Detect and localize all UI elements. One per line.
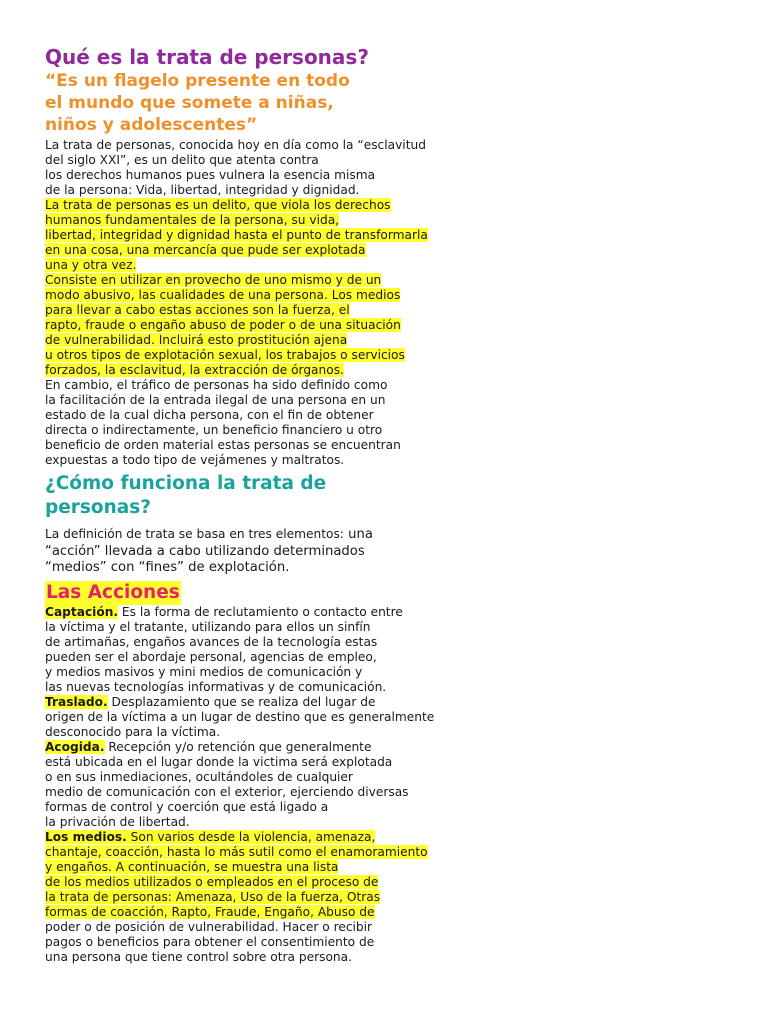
text-line: está ubicada en el lugar donde la victima será explotada — [45, 754, 393, 769]
subtitle-line: el mundo que somete a niñas, — [45, 93, 334, 113]
highlighted-text-line: la trata de personas: Amenaza, Uso de la fuerza, Otras — [45, 889, 381, 904]
heading-como-funciona — [45, 472, 465, 520]
text-line: La trata de personas, conocida hoy en día como la “esclavitud — [45, 138, 426, 152]
text-line: y medios masivos y mini medios de comunicación y — [45, 664, 363, 679]
term-label: Captación. — [45, 604, 119, 619]
text-line: pagos o beneficios para obtener el consentimiento de — [45, 934, 375, 949]
highlighted-text-line: una y otra vez. — [45, 258, 137, 272]
text-line: “acción” llevada a cabo utilizando determinados — [45, 543, 365, 559]
text-line: beneficio de orden material estas personas se encuentran — [45, 438, 401, 452]
text-line: poder o de posición de vulnerabilidad. Hacer o recibir — [45, 919, 373, 934]
text-line: “medios” con “fines” de explotación. — [45, 560, 290, 575]
highlighted-text-line: formas de coacción, Rapto, Fraude, Engaño, Abuso de — [45, 904, 375, 919]
text-segment: Desplazamiento que se realiza del lugar de — [107, 694, 376, 709]
text-line: origen de la víctima a un lugar de destino que es generalmente — [45, 709, 435, 724]
text-segment: Es la forma de reclutamiento o contacto entre — [118, 604, 403, 619]
text-line: medio de comunicación con el exterior, ejerciendo diversas — [45, 784, 409, 799]
text-line: los derechos humanos pues vulnera la esencia misma — [45, 168, 376, 182]
text-line: de artimañas, engaños avances de la tecnología estas — [45, 634, 378, 649]
text-line: la facilitación de la entrada ilegal de una persona en un — [45, 393, 386, 407]
captacion-paragraph — [45, 605, 465, 695]
text-line: estado de la cual dicha persona, con el fin de obtener — [45, 408, 374, 422]
highlighted-text-line: Consiste en utilizar en provecho de uno mismo y de un — [45, 273, 382, 287]
text-line: formas de control y coerción que está ligado a — [45, 799, 329, 814]
highlighted-text-line: y engaños. A continuación, se muestra una lista — [45, 859, 339, 874]
highlighted-text-line: para llevar a cabo estas acciones son la fuerza, el — [45, 303, 350, 317]
highlighted-text-line: en una cosa, una mercancía que pude ser explotada — [45, 243, 366, 257]
text-line: una persona que tiene control sobre otra persona. — [45, 949, 352, 964]
highlighted-text-line: humanos fundamentales de la persona, su vida, — [45, 213, 340, 227]
text-line: la víctima y el tratante, utilizando para ellos un sinfín — [45, 619, 371, 634]
highlighted-paragraph-definition — [45, 198, 465, 273]
highlighted-text-line: rapto, fraude o engaño abuso de poder o de una situación — [45, 318, 401, 332]
traslado-paragraph — [45, 695, 465, 740]
text-segment: Son varios desde la violencia, amenaza, — [126, 829, 376, 844]
highlighted-paragraph-consiste — [45, 273, 465, 378]
text-segment: una — [343, 527, 373, 542]
text-segment: Recepción y/o retención que generalmente — [104, 739, 372, 754]
page-title: Qué es la trata de personas? — [45, 45, 369, 69]
heading-line: ¿Cómo funciona la trata de — [45, 473, 327, 494]
subtitle-line: niños y adolescentes” — [45, 115, 258, 135]
text-line: directa o indirectamente, un beneficio financiero u otro — [45, 423, 383, 437]
subtitle-quote — [45, 70, 465, 136]
heading-las-acciones: Las Acciones — [46, 581, 180, 603]
trafico-paragraph — [45, 378, 465, 468]
highlighted-text-line: chantaje, coacción, hasta lo más sutil como el enamoramiento — [45, 844, 428, 859]
text-line: las nuevas tecnologías informativas y de comunicación. — [45, 679, 387, 694]
term-label: Acogida. — [45, 739, 105, 754]
term-label: Los medios. — [45, 829, 127, 844]
text-line: desconocido para la víctima. — [45, 724, 221, 739]
highlighted-text-line: modo abusivo, las cualidades de una persona. Los medios — [45, 288, 401, 302]
text-line: de la persona: Vida, libertad, integridad y dignidad. — [45, 183, 360, 197]
text-line: o en sus inmediaciones, ocultándoles de cualquier — [45, 769, 353, 784]
document-page — [45, 44, 465, 965]
text-line: pueden ser el abordaje personal, agencias de empleo, — [45, 649, 377, 664]
text-line: del siglo XXI”, es un delito que atenta contra — [45, 153, 319, 167]
medios-paragraph — [45, 830, 465, 965]
text-line: la privación de libertad. — [45, 814, 190, 829]
acogida-paragraph — [45, 740, 465, 830]
heading-line: personas? — [45, 497, 152, 518]
text-segment: La definición de trata se basa en tres elementos: — [45, 527, 344, 541]
highlighted-text-line: u otros tipos de explotación sexual, los trabajos o servicios — [45, 348, 405, 362]
subtitle-line: “Es un flagelo presente en todo — [45, 71, 350, 91]
intro-paragraph — [45, 138, 465, 198]
highlighted-text-line: de los medios utilizados o empleados en el proceso de — [45, 874, 379, 889]
definicion-paragraph — [45, 526, 465, 577]
highlighted-text-line: forzados, la esclavitud, la extracción de órganos. — [45, 363, 344, 377]
highlighted-text-line: libertad, integridad y dignidad hasta el punto de transformarla — [45, 228, 428, 242]
text-line: En cambio, el tráfico de personas ha sido definido como — [45, 378, 388, 392]
highlighted-text-line: La trata de personas es un delito, que viola los derechos — [45, 198, 391, 212]
term-label: Traslado. — [45, 694, 108, 709]
text-line: expuestas a todo tipo de vejámenes y maltratos. — [45, 453, 345, 467]
highlighted-text-line: de vulnerabilidad. Incluirá esto prostitución ajena — [45, 333, 348, 347]
